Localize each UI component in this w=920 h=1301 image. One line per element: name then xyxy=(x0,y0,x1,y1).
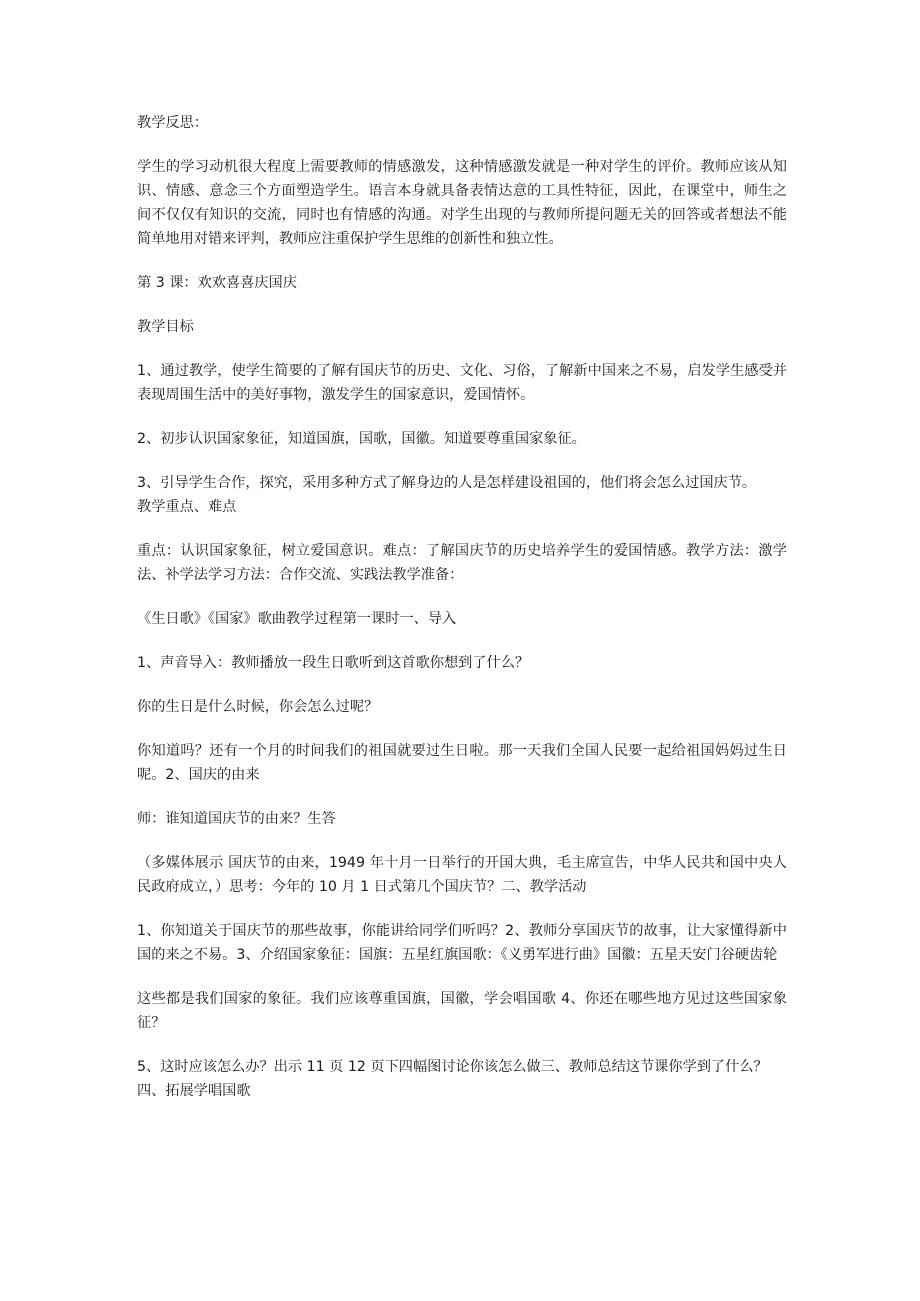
multimedia-paragraph: （多媒体展示 国庆节的由来，1949 年十月一日举行的开国大典，毛主席宣告，中华人民共和国中央人民政府成立，）思考：今年的 10 月 1 日式第几个国庆节？二、教学活动 xyxy=(137,855,787,895)
reflection-paragraph: 学生的学习动机很大程度上需要教师的情感激发，这种情感激发就是一种对学生的评价。教师应该从知识、情感、意念三个方面塑造学生。语言本身就具备表情达意的工具性特征，因此，在课堂中，师生之间不仅仅有知识的交流，同时也有情感的沟通。对学生出现的与教师所提问题无关的回答或者想法不能简单地用对错来评判，教师应注重保护学生思维的创新性和独立性。 xyxy=(137,159,787,247)
origin-question: 师：谁知道国庆节的由来？生答 xyxy=(137,811,336,827)
objective-1: 1、通过教学，使学生简要的了解有国庆节的历史、文化、习俗，了解新中国来之不易，启发学生感受并表现周围生活中的美好事物，激发学生的国家意识，爱国情怀。 xyxy=(137,363,787,403)
motherland-birthday-paragraph: 你知道吗？还有一个月的时间我们的祖国就要过生日啦。那一天我们全国人民要一起给祖国妈妈过生日呢。2、国庆的由来 xyxy=(137,743,787,783)
extension-paragraph: 四、拓展学唱国歌 xyxy=(137,1083,251,1099)
document-body xyxy=(137,111,787,1103)
birthday-question: 你的生日是什么时候，你会怎么过呢？ xyxy=(137,699,379,715)
activity-paragraph: 1、你知道关于国庆节的那些故事，你能讲给同学们听吗？2、教师分享国庆节的故事，让大家懂得新中国的来之不易。3、介绍国家象征：国旗：五星红旗国歌：《义勇军进行曲》国徽：五星天安门谷硬齿轮 xyxy=(137,923,787,963)
key-points-heading: 教学重点、难点 xyxy=(137,499,237,515)
symbols-paragraph: 这些都是我们国家的象征。我们应该尊重国旗，国徽，学会唱国歌 4、你还在哪些地方见过这些国家象征？ xyxy=(137,991,787,1031)
lesson-title: 第 3 课：欢欢喜喜庆国庆 xyxy=(137,275,297,291)
objective-3: 3、引导学生合作，探究，采用多种方式了解身边的人是怎样建设祖国的，他们将会怎么过国庆节。 xyxy=(137,475,757,491)
objective-2: 2、初步认识国家象征，知道国旗，国歌，国徽。知道要尊重国家象征。 xyxy=(137,431,586,447)
reflection-heading: 教学反思： xyxy=(137,115,208,131)
objectives-heading: 教学目标 xyxy=(137,319,194,335)
preparation-paragraph: 《生日歌》《国家》歌曲教学过程第一课时一、导入 xyxy=(137,611,457,627)
key-points-paragraph: 重点：认识国家象征，树立爱国意识。难点：了解国庆节的历史培养学生的爱国情感。教学方法：激学法、补学法学习方法：合作交流、实践法教学准备： xyxy=(137,543,787,583)
intro-step-1: 1、声音导入：教师播放一段生日歌听到这首歌你想到了什么？ xyxy=(137,655,530,671)
summary-paragraph: 5、这时应该怎么办？出示 11 页 12 页下四幅图讨论你该怎么做三、教师总结这节课你学到了什么？ xyxy=(137,1059,768,1075)
